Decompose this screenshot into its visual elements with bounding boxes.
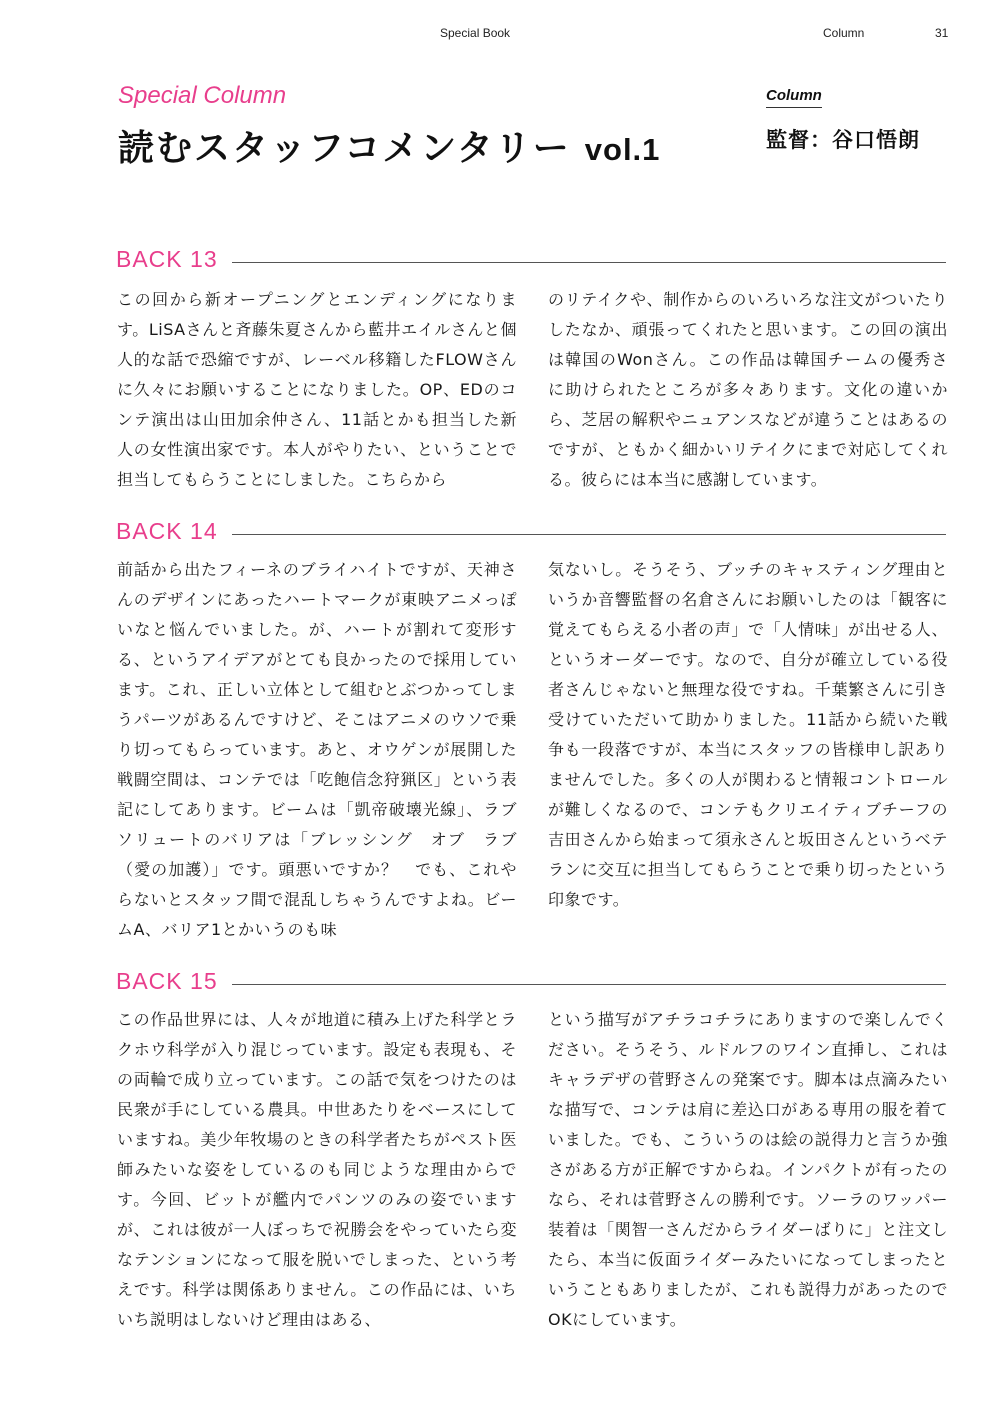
page-title-vol: vol.1 <box>584 132 661 167</box>
section-body-left: 前話から出たフィーネのブライハイトですが、天神さんのデザインにあったハートマークが東映アニメっぽいなと悩んでいました。が、ハートが割れて変形する、というアイデアがとても良かったので採用しています。これ、正しい立体として組むとぶつかってしまうパーツがあるんですけど、そこはアニメのウソで乗り切ってもらっています。あと、オウゲンが展開した戦闘空間は、コンテでは「吃飽信念狩猟区」という表記にしてあります。ビームは「凱帝破壊光線」、ラブソリュートのバリアは「ブレッシング オブ ラブ（愛の加護）」です。頭悪いですか？ でも、これやらないとスタッフ間で混乱しちゃうんですよね。ビームA、バリア1とかいうのも味 <box>117 560 517 939</box>
section-rule <box>232 984 946 985</box>
section-title: BACK 15 <box>116 967 218 994</box>
page-number: 31 <box>935 26 949 40</box>
section-body-left: この回から新オープニングとエンディングになります。LiSAさんと斉藤朱夏さんから藍井エイルさんと個人的な話で恐縮ですが、レーベル移籍したFLOWさんに久々にお願いすることになりました。OP、EDのコンテ演出は山田加余仲さん、11話とかも担当した新人の女性演出家です。本人がやりたい、ということで担当してもらうことにしました。こちらから <box>117 290 517 489</box>
section-header-back14 <box>116 516 946 546</box>
section-title: BACK 14 <box>116 517 218 544</box>
section-body-right: のリテイクや、制作からのいろいろな注文がついたりしたなか、頑張ってくれたと思います。この回の演出は韓国のWonさん。この作品は韓国チームの優秀さに助けられたところが多々あります。文化の違いから、芝居の解釈やニュアンスなどが違うことはあるのですが、ともかく細かいリテイクにまで対応してくれる。彼らには本当に感謝しています。 <box>548 290 948 489</box>
page-title <box>118 120 660 171</box>
page-title-main: 読むスタッフコメンタリー <box>118 128 571 169</box>
column-eyebrow: Special Column <box>118 82 287 109</box>
section-header-back15 <box>116 966 946 996</box>
section-body-left: この作品世界には、人々が地道に積み上げた科学とラクホウ科学が入り混じっています。設定も表現も、その両輪で成り立っています。この話で気をつけたのは民衆が手にしている農具。中世あたりをベースにしていますね。美少年牧場のときの科学者たちがペスト医師みたいな姿をしているのも同じような理由からです。今回、ビットが艦内でパンツのみの姿でいますが、これは彼が一人ぼっちで祝勝会をやっていたら変なテンションになって服を脱いでしまった、という考えです。科学は関係ありません。この作品には、いちいち説明はしないけど理由はある、 <box>117 1010 517 1329</box>
section-rule <box>232 262 946 263</box>
section-body-right: 気ないし。そうそう、ブッチのキャスティング理由というか音響監督の名倉さんにお願いしたのは「観客に覚えてもらえる小者の声」で「人情味」が出せる人、というオーダーです。なので、自分が確立している役者さんじゃないと無理な役ですね。千葉繁さんに引き受けていただいて助かりました。11話から続いた戦争も一段落ですが、本当にスタッフの皆様申し訳ありませんでした。多くの人が関わると情報コントロールが難しくなるので、コンテもクリエイティブチーフの吉田さんから始まって須永さんと坂田さんというベテランに交互に担当してもらうことで乗り切ったという印象です。 <box>548 560 948 909</box>
section-title: BACK 13 <box>116 245 218 272</box>
side-column-label: Column <box>766 87 822 108</box>
running-header-column: Column <box>823 26 865 40</box>
running-header-book: Special Book <box>440 26 511 40</box>
section-body-right: という描写がアチラコチラにありますので楽しんでください。そうそう、ルドルフのワイン直挿し、これはキャラデザの菅野さんの発案です。脚本は点滴みたいな描写で、コンテは肩に差込口がある専用の服を着ていました。でも、こういうのは絵の説得力と言うか強さがある方が正解ですからね。インパクトが有ったのなら、それは菅野さんの勝利です。ソーラのワッパー装着は「関智一さんだからライダーばりに」と注文したら、本当に仮面ライダーみたいになってしまったということもありましたが、これも説得力があったのでOKにしています。 <box>548 1010 948 1329</box>
director-credit: 監督：谷口悟朗 <box>766 128 920 152</box>
section-header-back13 <box>116 244 946 274</box>
section-rule <box>232 534 946 535</box>
